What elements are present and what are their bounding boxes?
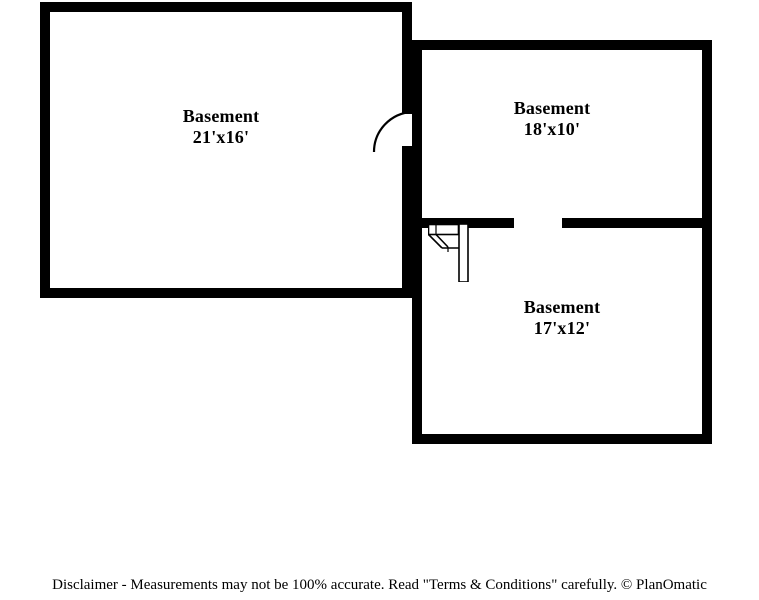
disclaimer-text: Disclaimer - Measurements may not be 100% accurate. Read "Terms & Conditions" carefully. © PlanOmatic [52, 577, 707, 593]
wall-left-room-left [40, 2, 50, 298]
wall-left-room-right-lower [402, 148, 412, 298]
room-label-basement-18x10 [472, 98, 632, 139]
room-name: Basement [182, 106, 260, 126]
wall-left-room-right-upper [402, 2, 412, 112]
stairs-icon [428, 224, 474, 282]
wall-upper-right-room-top [412, 40, 712, 50]
room-name: Basement [523, 297, 601, 317]
room-dimensions: 17'x12' [533, 317, 591, 338]
door-jamb-top [402, 108, 412, 114]
wall-upper-right-room-right [702, 40, 712, 224]
wall-left-room-top [40, 2, 412, 12]
room-label-basement-17x12 [482, 297, 642, 338]
wall-left-room-bottom [40, 288, 412, 298]
room-label-basement-21x16 [141, 106, 301, 147]
door-jamb-bottom [402, 146, 412, 152]
wall-lower-right-room-right [702, 222, 712, 444]
wall-lower-right-room-bottom [412, 434, 712, 444]
wall-upper-right-room-left [412, 40, 422, 230]
room-dimensions: 21'x16' [192, 126, 250, 147]
room-name: Basement [513, 98, 591, 118]
room-dimensions: 18'x10' [523, 118, 581, 139]
wall-upper-right-room-bottom-right [562, 218, 712, 228]
wall-lower-right-room-left [412, 222, 422, 444]
